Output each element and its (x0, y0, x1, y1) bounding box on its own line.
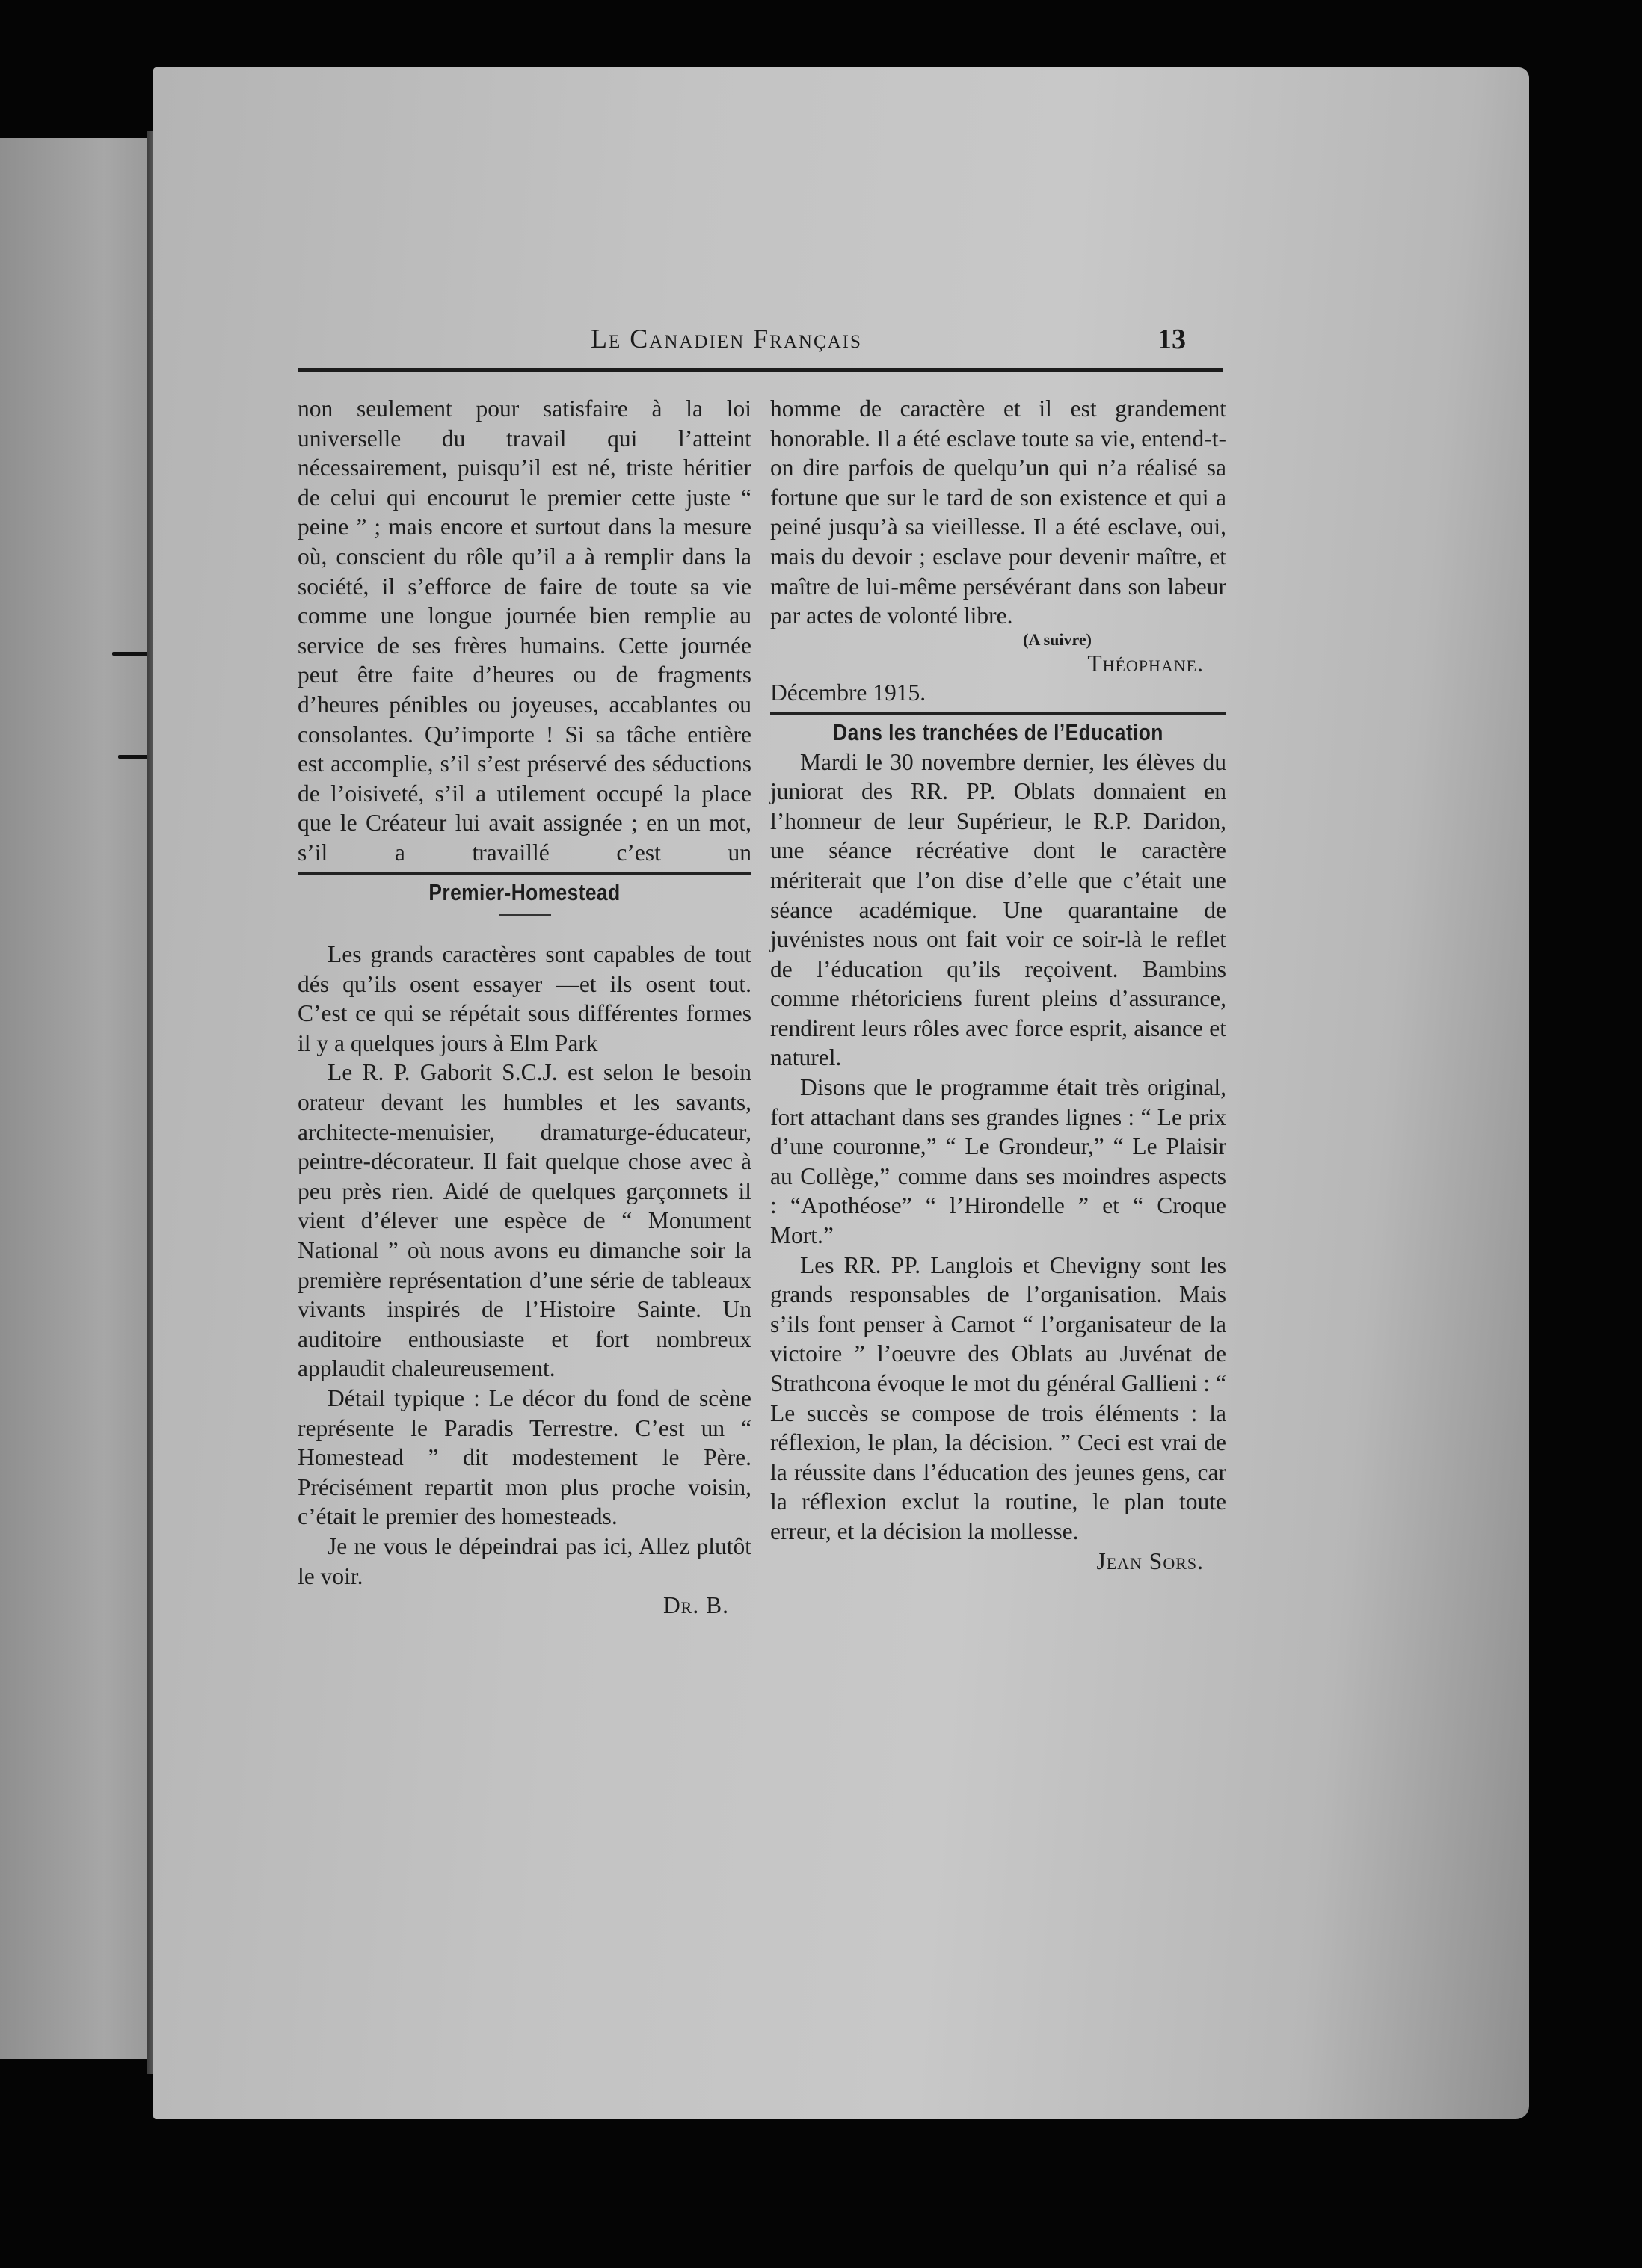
article-title: Premier-Homestead (428, 878, 621, 905)
to-be-continued-note: (A suivre) (1023, 629, 1092, 649)
article-signature: Jean Sors. (1096, 1547, 1204, 1574)
section-divider (298, 872, 751, 875)
title-dash (499, 914, 551, 916)
article-paragraph: Les RR. PP. Langlois et Chevigny sont les grands responsables de l’organisation. Mais s’ils font penser à Carnot “ l’organisateur de la victoire ” l’oeuvre des Oblats au Juvénat de Strathcona évoque le mot du général Gallieni : “ Le succès se compose de trois éléments : la réflexion, le plan, la décision. ” Ceci est vrai de la réussite dans l’éducation des jeunes gens, car la réflexion exclut la routine, le plan toute erreur, et la décision la mollesse. (770, 1251, 1226, 1544)
page-number: 13 (1157, 324, 1186, 355)
article-title: Dans les tranchées de l’Education (833, 718, 1163, 745)
article-paragraph: Le R. P. Gaborit S.C.J. est selon le besoin orateur devant les humbles et les savants, architecte-menuisier, dramaturge-éducateur, peintre-décorateur. Il fait quelque chose avec à peu près rien. Aidé de quelques garçonnets il vient d’élever une espèce de “ Monument National ” où nous avons eu dimanche soir la première représentation d’une série de tableaux vivants inspirés de l’Histoire Sainte. Un auditoire enthousiaste et fort nombreux applaudit chaleureusement. (298, 1059, 751, 1382)
article-paragraph: Détail typique : Le décor du fond de scène représente le Paradis Terrestre. C’est un “ Homestead ” dit modestement le Père. Précisément repartit mon plus proche voisin, c’était le premier des homesteads. (298, 1385, 751, 1530)
header-rule (298, 368, 1223, 372)
running-header-title: Le Canadien Français (591, 324, 862, 354)
margin-mark (118, 755, 150, 759)
continued-text: non seulement pour satisfaire à la loi universelle du travail qui l’atteint nécessairement, puisqu’il est né, triste héritier de celui qui encourut le premier cette juste “ peine ” ; mais encore et surtout dans la mesure où, conscient du rôle qu’il a à remplir dans la société, il s’efforce de faire de toute sa vie comme une longue journée bien remplie au service de ses frères humains. Cette journée peut être faite d’heures ou de fragments d’heures pénibles ou joyeuses, accablantes ou consolantes. Qu’importe ! Si sa tâche entière est accomplie, s’il s’est préservé des séductions de l’oisiveté, s’il a utilement occupé la place que le Créateur lui avait assignée ; en un mot, s’il a travaillé c’est un (298, 395, 751, 866)
right-column (770, 394, 1226, 1576)
article-paragraph: Je ne vous le dépeindrai pas ici, Allez plutôt le voir. (298, 1532, 751, 1589)
date-line: Décembre 1915. (770, 680, 926, 706)
continued-text: homme de caractère et il est grandement honorable. Il a été esclave toute sa vie, entend-t-on dire parfois de quelqu’un qui n’a réalisé sa fortune que sur le tard de son existence et qui a peiné jusqu’à sa vieillesse. Il a été esclave, oui, mais du devoir ; esclave pour devenir maître, et maître de lui-même persévérant dans son labeur par actes de volonté libre. (770, 395, 1226, 629)
section-divider (770, 712, 1226, 715)
facing-page-edge (0, 138, 150, 2059)
margin-mark (112, 652, 150, 656)
left-column (298, 394, 751, 1621)
author-signature: Théophane. (1087, 650, 1204, 677)
article-paragraph: Disons que le programme était très original, fort attachant dans ses grandes lignes : “ Le prix d’une couronne,” “ Le Grondeur,” “ Le Plaisir au Collège,” comme dans ses moindres aspects : “Apothéose” “ l’Hirondelle ” et “ Croque Mort.” (770, 1074, 1226, 1249)
article-paragraph: Les grands caractères sont capables de tout dés qu’ils osent essayer —et ils osent tout. C’est ce qui se répétait sous différentes formes il y a quelques jours à Elm Park (298, 941, 751, 1056)
article-paragraph: Mardi le 30 novembre dernier, les élèves du juniorat des RR. PP. Oblats donnaient en l’honneur de leur Supérieur, le R.P. Daridon, une séance récréative dont le caractère mériterait que l’on dise d’elle que c’était une séance académique. Une quarantaine de juvénistes nous ont fait voir ce soir-là le reflet de l’éducation qu’ils reçoivent. Bambins comme rhétoriciens furent pleins d’assurance, rendirent leurs rôles avec force esprit, aisance et naturel. (770, 748, 1226, 1071)
article-signature: Dr. B. (662, 1592, 729, 1619)
